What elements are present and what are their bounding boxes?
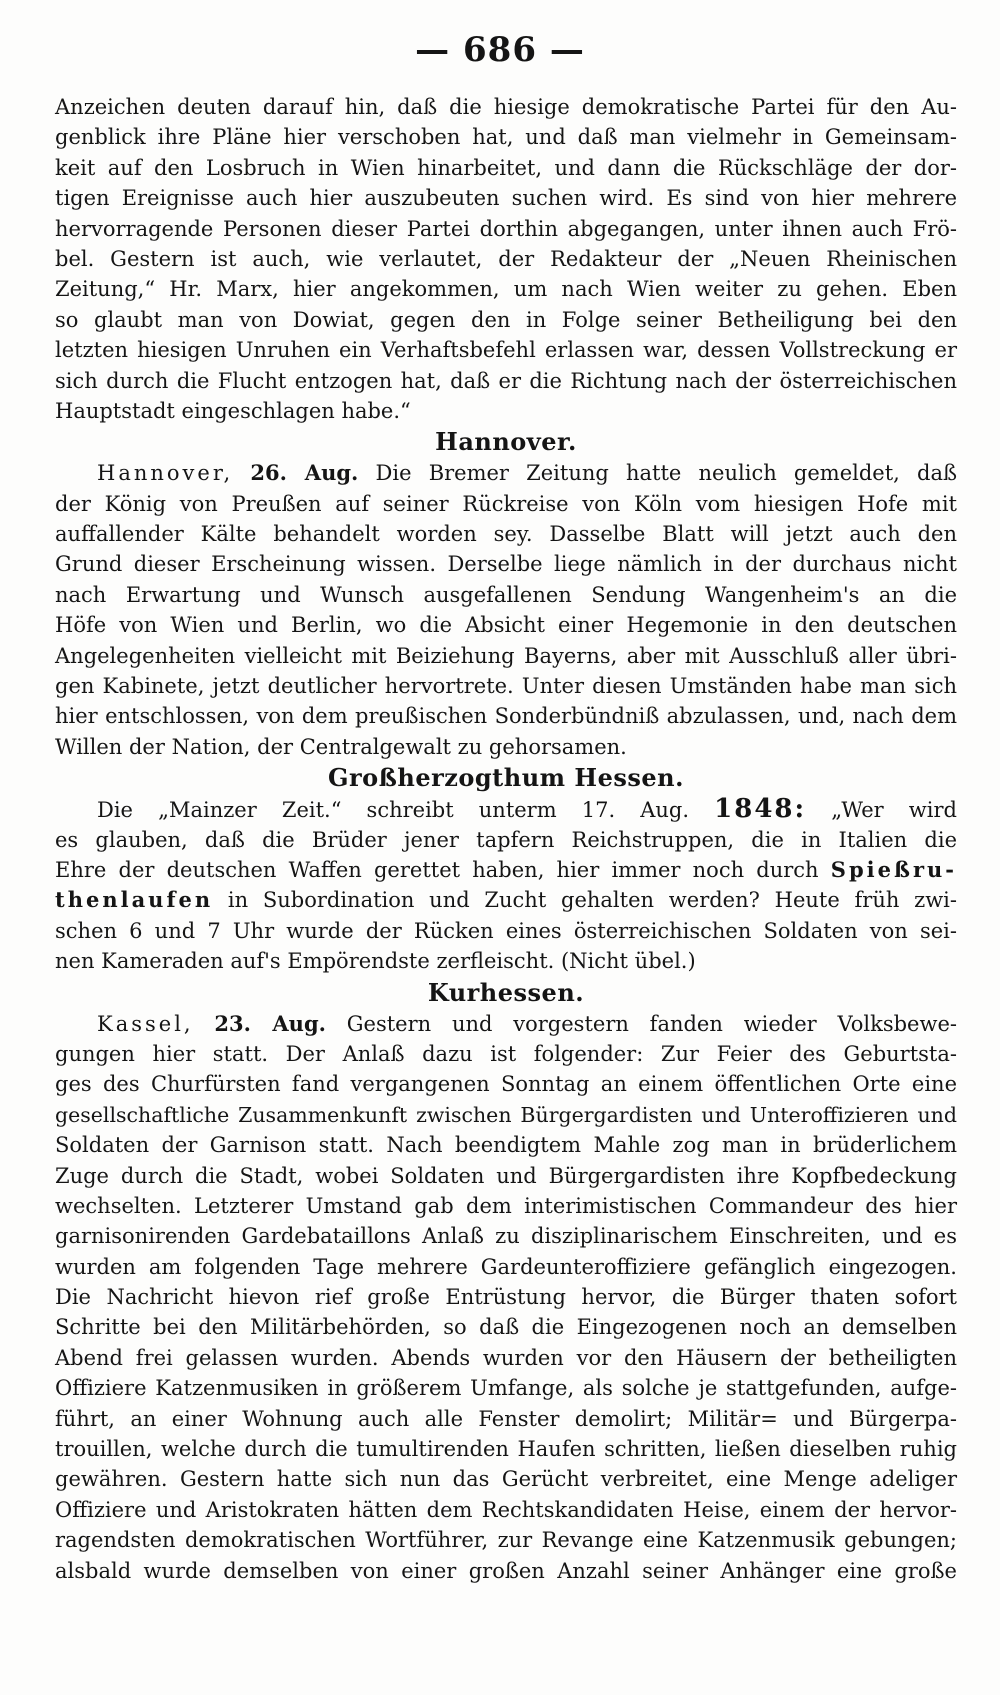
text-line: Offiziere und Aristokraten hätten dem Rechtskandidaten Heise, einem der hervor- [55,1497,957,1522]
text-line: trouillen, welche durch die tumultirenden Haufen schritten, ließen dieselben ruhig [55,1437,957,1462]
text-line: Die Nachricht hievon rief große Entrüstung hervor, die Bürger thaten sofort [55,1285,957,1310]
text-line: alsbald wurde demselben von einer großen Anzahl seiner Anhänger eine große [55,1558,957,1583]
text-line: führt, an einer Wohnung auch alle Fenster demolirt; Militär= und Bürgerpa- [55,1406,957,1431]
text-line: Hauptstadt eingeschlagen habe.“ [55,398,411,423]
text-line [55,885,957,915]
text-line: bel. Gestern ist auch, wie verlautet, der Redakteur der „Neuen Rheinischen [55,246,957,271]
text-line: es glauben, daß die Brüder jener tapfern Reichstruppen, die in Italien die [55,827,957,852]
text-line: gewähren. Gestern hatte sich nun das Gerücht verbreitet, eine Menge adeliger [55,1467,957,1492]
text-line: nach Erwartung und Wunsch ausgefallenen Sendung Wangenheim's an die [55,582,957,607]
text-line: gesellschaftliche Zusammenkunft zwischen Bürgergardisten und Unteroffizieren und [55,1102,957,1127]
text-line: Höfe von Wien und Berlin, wo die Absicht einer Hegemonie in den deutschen [55,613,957,638]
text-span: „Wer wird [831,798,957,823]
text-line: wurden am folgenden Tage mehrere Gardeunteroffiziere gefänglich eingezogen. [55,1254,957,1279]
text-line: nen Kameraden auf's Empörendste zerfleischt. (Nicht übel.) [55,949,696,974]
text-span: Ehre der deutschen Waffen gerettet haben, hier immer noch durch [55,857,819,882]
text-line [55,794,957,824]
text-line: so glaubt man von Dowiat, gegen den in Folge seiner Betheiligung bei den [55,307,957,332]
emphasis-span: thenlaufen [55,887,214,913]
text-span: Gestern und vorgestern fanden wieder Volksbewe- [346,1011,957,1036]
text-line: keit auf den Losbruch in Wien hinarbeitet, und dann die Rückschläge der dor- [55,155,957,180]
text-line: hier entschlossen, von dem preußischen Sonderbündniß abzulassen, und, nach dem [55,704,957,729]
dateline-line [55,458,957,488]
section-heading-kurhessen: Kurhessen. [427,977,585,1007]
text-span: Die Bremer Zeitung hatte neulich gemeldet, daß [375,461,957,486]
text-line [55,855,957,885]
text-span: Die „Mainzer Zeit.“ schreibt unterm 17. Aug. [97,798,690,823]
dateline-date: 26. Aug. [250,460,359,486]
text-line: garnisonirenden Gardebataillons Anlaß zu disziplinarischem Einschreiten, und es [55,1224,957,1249]
text-line: Abend frei gelassen wurden. Abends wurden vor den Häusern der betheiligten [55,1345,957,1370]
text-line: gungen hier statt. Der Anlaß dazu ist folgender: Zur Feier des Geburtsta- [55,1041,957,1066]
text-line: Zuge durch die Stadt, wobei Soldaten und Bürgergardisten ihre Kopfbedeckung [55,1163,957,1188]
text-line: Zeitung,“ Hr. Marx, hier angekommen, um nach Wien weiter zu gehen. Eben [55,277,957,302]
text-line: gen Kabinete, jetzt deutlicher hervortrete. Unter diesen Umständen habe man sich [55,674,957,699]
section-heading-hannover: Hannover. [435,427,577,457]
text-line: wechselten. Letzterer Umstand gab dem interimistischen Commandeur des hier [55,1193,957,1218]
text-line: ragendsten demokratischen Wortführer, zur Revange eine Katzenmusik gebungen; [55,1528,957,1553]
text-line: letzten hiesigen Unruhen ein Verhaftsbefehl erlassen war, dessen Vollstreckung er [55,338,957,363]
dateline-place: Kassel, [97,1011,194,1036]
text-line: tigen Ereignisse auch hier auszubeuten suchen wird. Es sind von hier mehrere [55,186,957,211]
dateline-line [55,1009,957,1039]
year-highlight: 1848: [714,794,807,825]
text-line: sich durch die Flucht entzogen hat, daß er die Richtung nach der österreichischen [55,368,957,393]
text-line: Anzeichen deuten darauf hin, daß die hiesige demokratische Partei für den Au- [55,95,957,119]
text-line: ges des Churfürsten fand vergangenen Sonntag an einem öffentlichen Orte eine [55,1072,957,1097]
article-body [55,92,957,1586]
text-line: Schritte bei den Militärbehörden, so daß die Eingezogenen noch an demselben [55,1315,957,1340]
dateline-date: 23. Aug. [214,1010,326,1036]
text-line: schen 6 und 7 Uhr wurde der Rücken eines österreichischen Soldaten von sei- [55,918,957,943]
text-line: Angelegenheiten vielleicht mit Beiziehung Bayerns, aber mit Ausschluß aller übri- [55,643,957,668]
text-line: der König von Preußen auf seiner Rückreise von Köln vom hiesigen Hofe mit [55,491,957,516]
text-line: auffallender Kälte behandelt worden sey. Dasselbe Blatt will jetzt auch den [55,522,957,547]
page-number: — 686 — [415,30,585,70]
text-line: genblick ihre Pläne hier verschoben hat, und daß man vielmehr in Gemeinsam- [55,125,957,150]
emphasis-span: Spießru- [830,856,957,882]
text-line: hervorragende Personen dieser Partei dorthin abgegangen, unter ihnen auch Frö- [55,216,957,241]
dateline-place: Hannover, [97,461,234,486]
text-line: Soldaten der Garnison statt. Nach beendigtem Mahle zog man in brüderlichem [55,1133,957,1158]
text-line: Offiziere Katzenmusiken in größerem Umfange, als solche je stattgefunden, aufge- [55,1376,957,1401]
text-line: Willen der Nation, der Centralgewalt zu gehorsamen. [55,734,627,759]
section-heading-hessen: Großherzogthum Hessen. [328,763,684,793]
text-line: Grund dieser Erscheinung wissen. Derselbe liege nämlich in der durchaus nicht [55,552,957,577]
text-span: in Subordination und Zucht gehalten werden? Heute früh zwi- [227,888,957,913]
